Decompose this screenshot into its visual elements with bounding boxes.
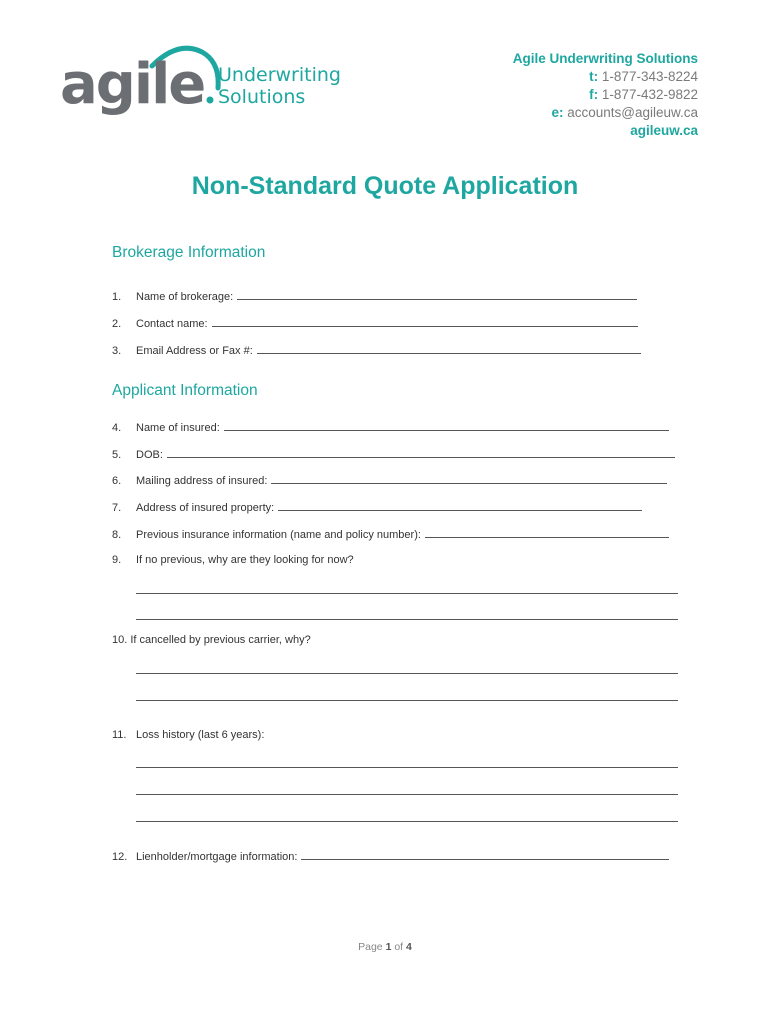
previous-insurance-field[interactable] [425, 527, 669, 538]
company-name: Agile Underwriting Solutions [512, 51, 698, 66]
section-brokerage-heading: Brokerage Information [112, 244, 266, 261]
q9-answer-line-2[interactable] [136, 619, 678, 620]
q10-answer-line-2[interactable] [136, 700, 678, 701]
page-title: Non-Standard Quote Application [191, 172, 579, 200]
mailing-address-field[interactable] [271, 473, 667, 484]
dob-field[interactable] [167, 447, 675, 458]
brokerage-name-field[interactable] [237, 289, 637, 300]
question-5: 5. DOB: [112, 447, 678, 461]
page-number: Page 1 of 4 [358, 941, 412, 953]
q11-answer-line-3[interactable] [136, 821, 678, 822]
q11-answer-line-1[interactable] [136, 767, 678, 768]
q10-answer-line-1[interactable] [136, 673, 678, 674]
section-applicant-heading: Applicant Information [112, 382, 258, 399]
question-12: 12. Lienholder/mortgage information: [112, 849, 678, 863]
q9-answer-line-1[interactable] [136, 593, 678, 594]
logo-subtitle [218, 64, 341, 108]
q11-answer-line-2[interactable] [136, 794, 678, 795]
property-address-field[interactable] [278, 500, 642, 511]
website-link[interactable]: agileuw.ca [630, 123, 698, 138]
question-3: 3. Email Address or Fax #: [112, 343, 678, 357]
fax-number: 1-877-432-9822 [601, 87, 698, 102]
question-6: 6. Mailing address of insured: [112, 473, 678, 487]
question-2: 2. Contact name: [112, 316, 678, 330]
question-7: 7. Address of insured property: [112, 500, 678, 514]
lienholder-field[interactable] [301, 849, 669, 860]
question-1: 1. Name of brokerage: [112, 289, 678, 303]
email-row: e: accounts@agileuw.ca [551, 105, 698, 120]
contact-name-field[interactable] [212, 316, 638, 327]
email-fax-field[interactable] [257, 343, 641, 354]
email-address[interactable]: accounts@agileuw.ca [567, 105, 698, 120]
logo-wordmark: agile [60, 52, 205, 117]
question-4: 4. Name of insured: [112, 420, 678, 434]
phone-number: 1-877-343-8224 [601, 69, 698, 84]
question-11: 11. Loss history (last 6 years): [112, 729, 265, 741]
question-8: 8. Previous insurance information (name and policy number): [112, 527, 678, 541]
question-9: 9. If no previous, why are they looking for now? [112, 554, 354, 566]
logo-subtitle-line2: Solutions [218, 86, 306, 108]
phone-row: t: 1-877-343-8224 [589, 69, 698, 84]
contact-block [513, 50, 698, 140]
insured-name-field[interactable] [224, 420, 669, 431]
fax-row: f: 1-877-432-9822 [589, 87, 698, 102]
logo-subtitle-line1: Underwriting [218, 64, 341, 86]
question-10: 10. If cancelled by previous carrier, why? [112, 634, 311, 646]
agile-logo [60, 40, 350, 130]
